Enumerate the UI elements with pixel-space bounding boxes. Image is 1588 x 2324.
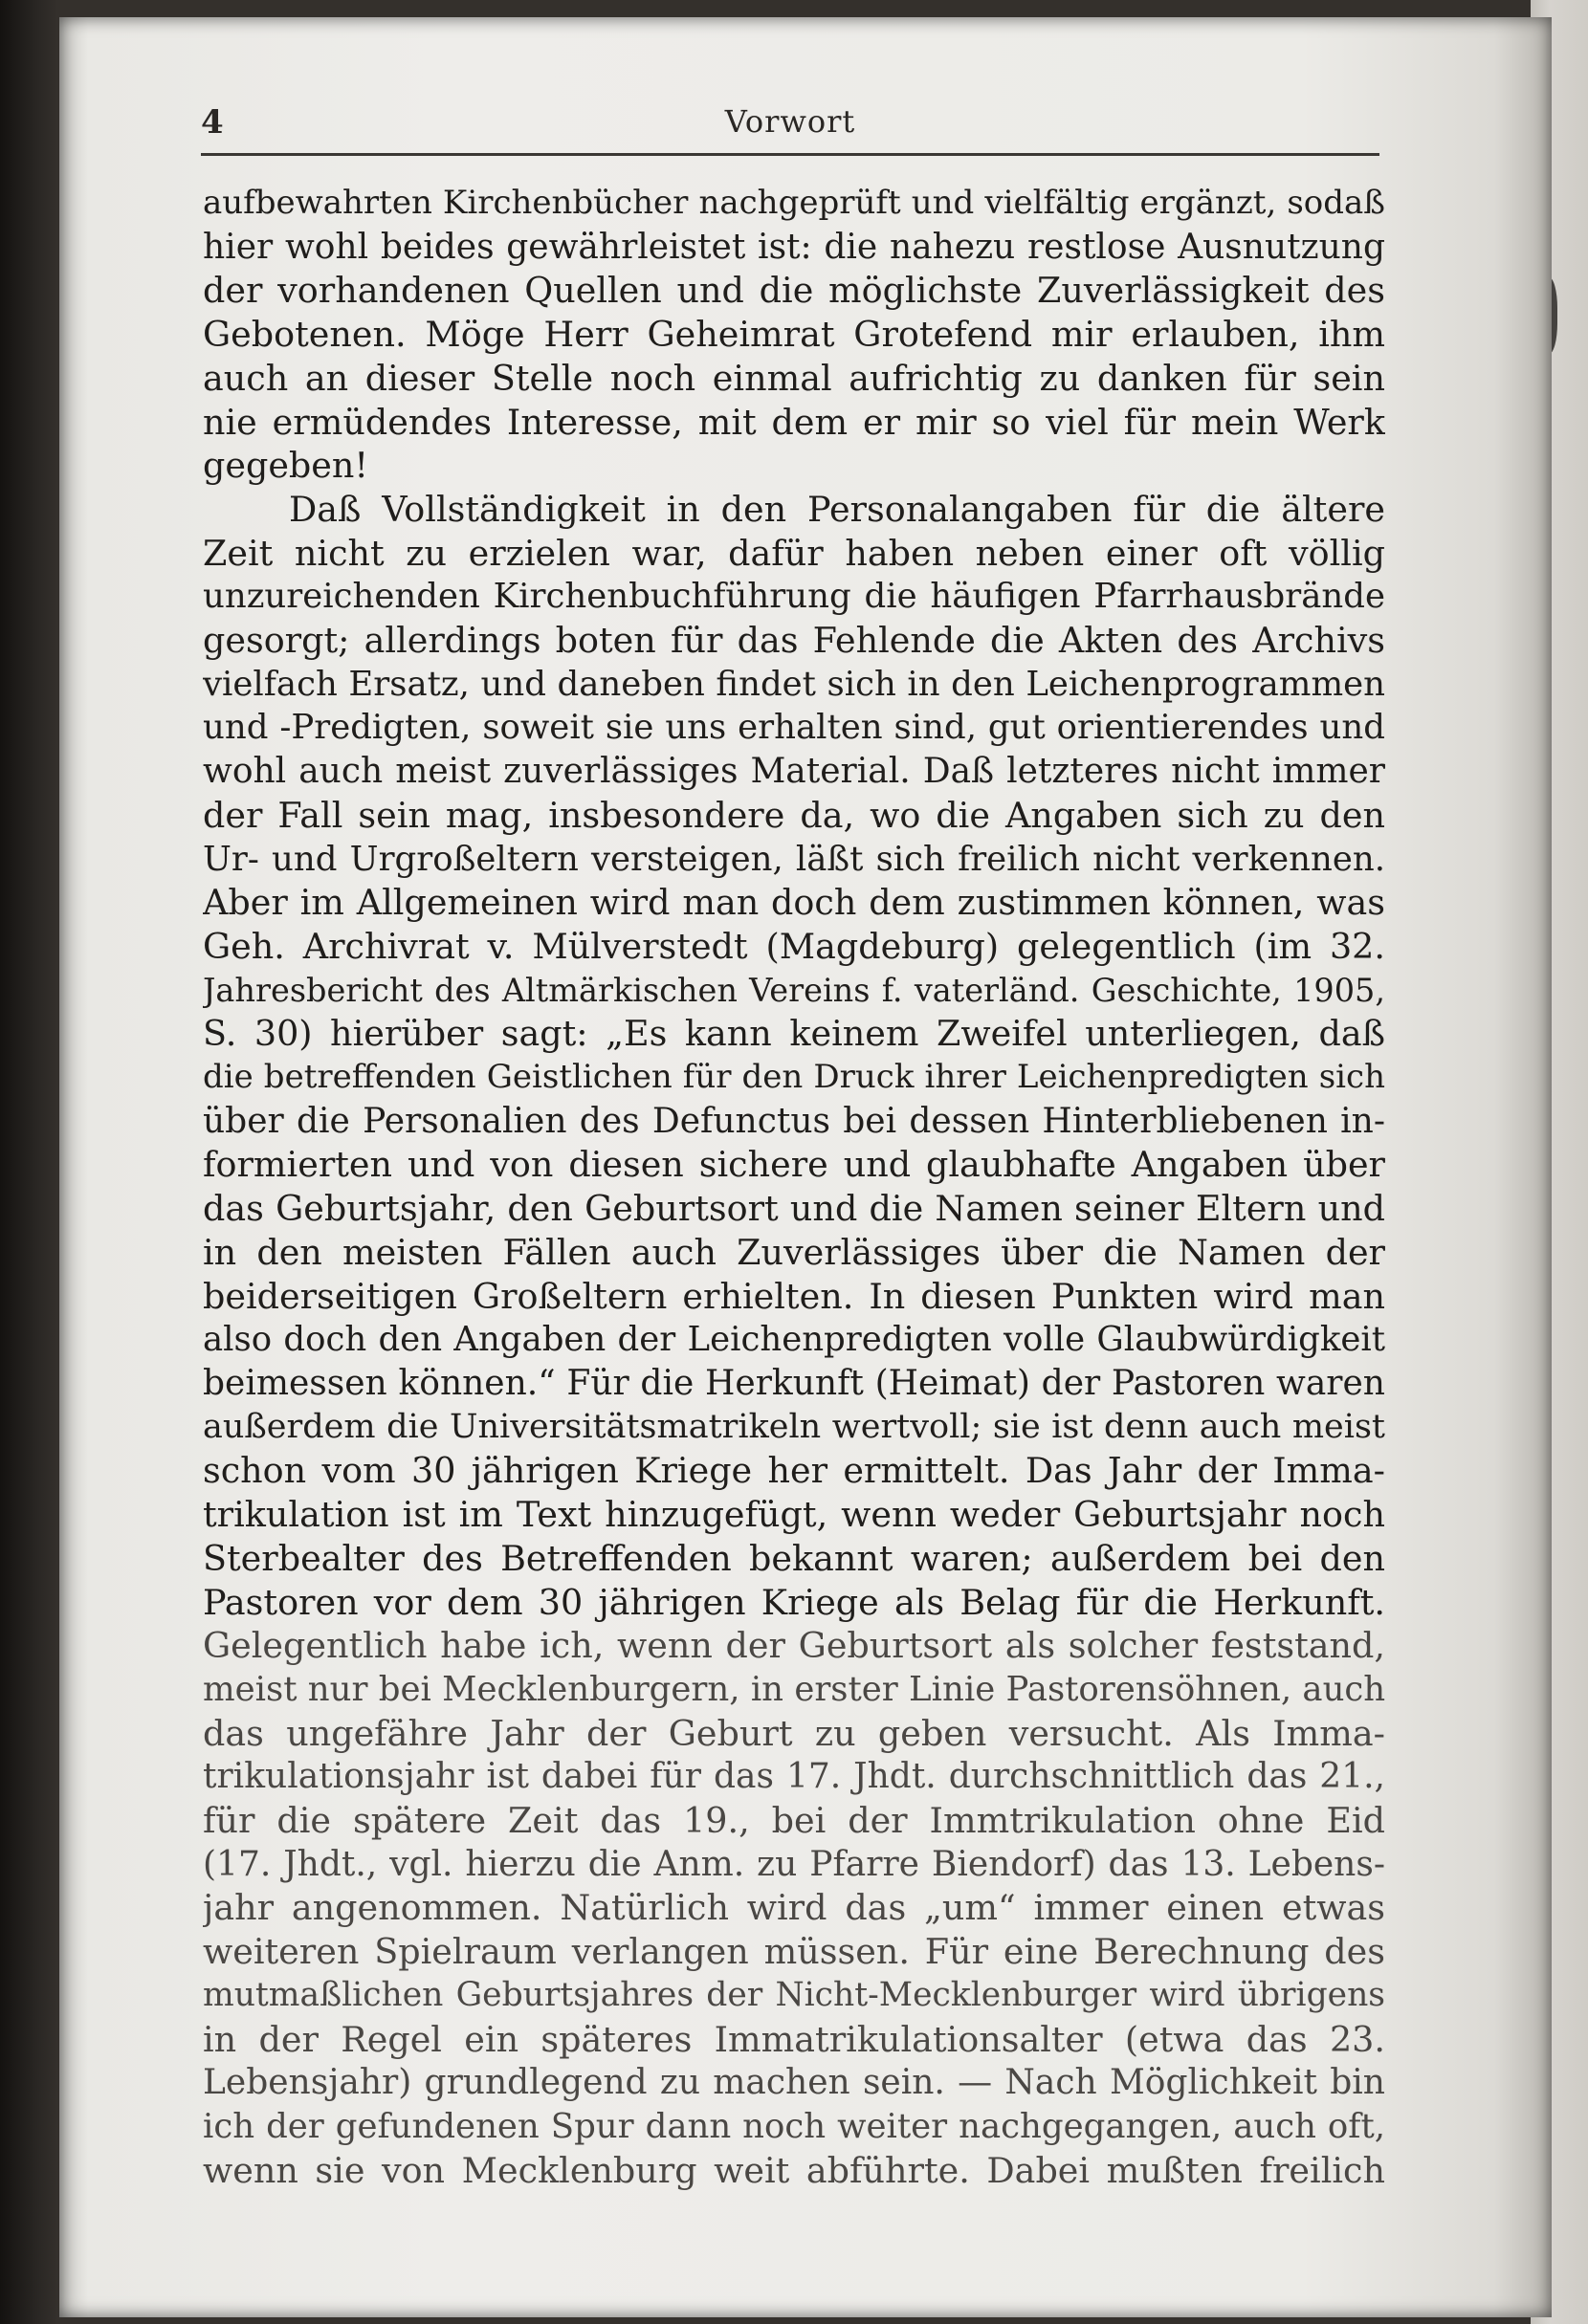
text-line: (17. Jhdt., vgl. hierzu die Anm. zu Pfarre Biendorf) das 13. Lebens- xyxy=(203,1844,1385,1884)
text-line: für die spätere Zeit das 19., bei der Immtrikulation ohne Eid xyxy=(203,1800,1385,1842)
text-line: aufbewahrten Kirchenbücher nachgeprüft und vielfältig ergänzt, sodaß xyxy=(203,184,1385,222)
text-line: Sterbealter des Betreffenden bekannt waren; außerdem bei den xyxy=(203,1537,1385,1579)
text-line: der vorhandenen Quellen und die möglichste Zuverlässigkeit des xyxy=(203,270,1385,312)
text-line: unzureichenden Kirchenbuchführung die häufigen Pfarrhausbrände xyxy=(203,577,1385,617)
text-line: gesorgt; allerdings boten für das Fehlende die Akten des Archivs xyxy=(203,620,1385,662)
text-line: Gebotenen. Möge Herr Geheimrat Grotefend mir erlauben, ihm xyxy=(203,314,1385,356)
text-line: beiderseitigen Großeltern erhielten. In diesen Punkten wird man xyxy=(203,1275,1385,1317)
text-line: Lebensjahr) grundlegend zu machen sein. — Nach Möglichkeit bin xyxy=(203,2063,1385,2103)
text-line: formierten und von diesen sichere und glaubhafte Angaben über xyxy=(203,1144,1385,1186)
text-line: schon vom 30 jährigen Kriege her ermittelt. Das Jahr der Imma- xyxy=(203,1450,1385,1492)
text-line: vielfach Ersatz, und daneben findet sich in den Leichenprogrammen xyxy=(203,664,1385,704)
text-line: Geh. Archivrat v. Mülverstedt (Magdeburg) gelegentlich (im 32. xyxy=(203,925,1385,967)
text-line: meist nur bei Mecklenburgern, in erster Linie Pastorensöhnen, auch xyxy=(203,1669,1385,1709)
text-line: in der Regel ein späteres Immatrikulationsalter (etwa das 23. xyxy=(203,2018,1385,2060)
text-line: Aber im Allgemeinen wird man doch dem zustimmen können, was xyxy=(203,882,1385,924)
header-rule xyxy=(201,153,1379,156)
text-line: also doch den Angaben der Leichenpredigten volle Glaubwürdigkeit xyxy=(203,1320,1385,1360)
text-line: Jahresbericht des Altmärkischen Vereins f. vaterländ. Geschichte, 1905, xyxy=(203,971,1385,1009)
text-line: Zeit nicht zu erzielen war, dafür haben neben einer oft völlig xyxy=(203,532,1385,574)
text-line: trikulation ist im Text hinzugefügt, wenn weder Geburtsjahr noch xyxy=(203,1494,1385,1536)
text-line: Ur- und Urgroßeltern versteigen, läßt sich freilich nicht verkennen. xyxy=(203,839,1385,879)
text-line: außerdem die Universitätsmatrikeln wertvoll; sie ist denn auch meist xyxy=(203,1407,1385,1446)
text-line: über die Personalien des Defunctus bei dessen Hinterbliebenen in- xyxy=(203,1101,1385,1141)
running-title: Vorwort xyxy=(724,103,856,140)
text-line: das ungefähre Jahr der Geburt zu geben versucht. Als Imma- xyxy=(203,1712,1385,1754)
text-line: in den meisten Fällen auch Zuverlässiges über die Namen der xyxy=(203,1231,1385,1273)
body-text xyxy=(203,182,1385,2192)
text-line: jahr angenommen. Natürlich wird das „um“ immer einen etwas xyxy=(203,1887,1385,1929)
text-line: Daß Vollständigkeit in den Personalangaben für die ältere xyxy=(289,488,1385,530)
page-header xyxy=(201,96,1379,153)
text-line: S. 30) hierüber sagt: „Es kann keinem Zweifel unterliegen, daß xyxy=(203,1013,1385,1055)
text-line: und -Predigten, soweit sie uns erhalten sind, gut orientierendes und xyxy=(203,708,1385,748)
text-line: Gelegentlich habe ich, wenn der Geburtsort als solcher feststand, xyxy=(203,1625,1385,1667)
text-line: mutmaßlichen Geburtsjahres der Nicht-Mecklenburger wird übrigens xyxy=(203,1975,1385,2014)
text-line: gegeben! xyxy=(203,445,369,487)
text-line: wenn sie von Mecklenburg weit abführte. Dabei mußten freilich xyxy=(203,2149,1385,2191)
text-line: die betreffenden Geistlichen für den Druck ihrer Leichenpredigten sich xyxy=(203,1058,1385,1097)
text-line: nie ermüdendes Interesse, mit dem er mir so viel für mein Werk xyxy=(203,401,1385,443)
text-line: beimessen können.“ Für die Herkunft (Heimat) der Pastoren waren xyxy=(203,1363,1385,1403)
text-line: ich der gefundenen Spur dann noch weiter nachgegangen, auch oft, xyxy=(203,2106,1385,2146)
text-line: trikulationsjahr ist dabei für das 17. Jhdt. durchschnittlich das 21., xyxy=(203,1757,1385,1797)
text-line: das Geburtsjahr, den Geburtsort und die Namen seiner Eltern und xyxy=(203,1188,1385,1230)
text-line: der Fall sein mag, insbesondere da, wo die Angaben sich zu den xyxy=(203,794,1385,836)
text-line: auch an dieser Stelle noch einmal aufrichtig zu danken für sein xyxy=(203,357,1385,399)
text-line: hier wohl beides gewährleistet ist: die nahezu restlose Ausnutzung xyxy=(203,227,1385,267)
text-line: wohl auch meist zuverlässiges Material. Daß letzteres nicht immer xyxy=(203,752,1385,792)
text-line: weiteren Spielraum verlangen müssen. Für eine Berechnung des xyxy=(203,1931,1385,1973)
page-number: 4 xyxy=(201,103,224,142)
text-line: Pastoren vor dem 30 jährigen Kriege als Belag für die Herkunft. xyxy=(203,1581,1385,1623)
